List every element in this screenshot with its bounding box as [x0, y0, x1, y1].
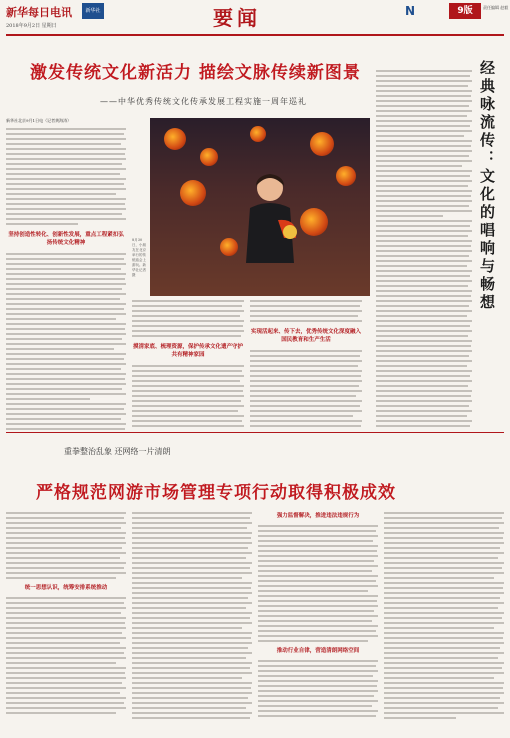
issue-date: 2018年9月2日 星期日	[6, 23, 57, 29]
section-divider	[6, 432, 504, 433]
vertical-title: 经典咏流传：文化的唱响与畅想	[478, 60, 496, 312]
article2-column-1	[6, 512, 126, 734]
article2-subtitle-2: 强力监督解决，推进违法违规行为	[276, 513, 360, 519]
page-number: 9版	[449, 3, 481, 19]
article1-column-2	[132, 300, 244, 430]
page-editor: 责任编辑 赵毅	[483, 5, 509, 10]
photo-caption: 8月30日，小朋友在北京举行的传统庙会上游玩。新华社记者 摄	[132, 238, 146, 277]
festival-photo	[150, 118, 370, 296]
masthead	[6, 4, 72, 29]
xinhua-logo: 新华社	[82, 3, 104, 19]
sidebar-article-column	[376, 70, 472, 430]
header-rule	[6, 34, 504, 36]
article1-subtitle-1: 坚持创造性转化、创新性发展，重点工程紧扣弘扬传统文化精神	[8, 232, 124, 246]
article2-kicker: 重拳整治乱象 还网络一片清朗	[64, 447, 171, 456]
article2-column-3	[258, 512, 378, 734]
news-logo: N	[405, 4, 416, 18]
article2-subtitle-1: 统一思想认识，统筹安排系统推动	[24, 585, 108, 591]
article2-headline: 严格规范网游市场管理专项行动取得积极成效	[36, 483, 396, 503]
paper-name: 新华每日电讯	[6, 6, 72, 19]
article1-byline: 新华社北京9月1日电（记者黄海涛）	[6, 118, 72, 123]
section-title: 要闻	[213, 6, 261, 30]
article1-column-3	[250, 300, 362, 430]
article1-subtitle-2: 摸清家底、梳理资源，保护传承文化遗产守护共有精神家园	[132, 344, 243, 358]
article2-column-2	[132, 512, 252, 734]
article1-column-1	[6, 118, 126, 430]
child-figure	[240, 168, 300, 268]
article1-subtitle-3: 实现活起来、传下去，优秀传统文化深度融入国民教育和生产生活	[250, 329, 361, 343]
main-headline: 激发传统文化新活力 描绘文脉传续新图景	[30, 63, 361, 83]
article2-column-4	[384, 512, 504, 734]
page-header	[0, 0, 510, 34]
article2-subtitle-3: 推动行业自律，营造清朗网络空间	[276, 648, 360, 654]
main-subhead: ——中华优秀传统文化传承发展工程实施一周年巡礼	[100, 97, 307, 106]
